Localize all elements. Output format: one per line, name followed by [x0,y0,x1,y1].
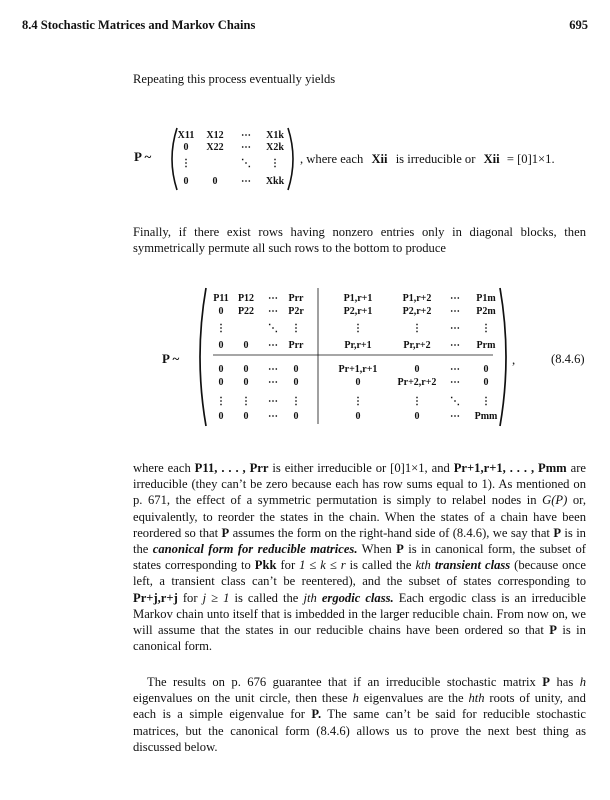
matrix2-bottom-right-cell: 0 [355,377,361,388]
matrix2-bottom-left-cell: ⋮ [291,396,301,407]
matrix2-bottom-left-cell: ⋮ [241,396,251,407]
matrix2-top-left-cell: P22 [237,306,255,317]
matrix2-label: P ~ [162,351,180,366]
matrix1-cell: 0 [183,142,189,153]
matrix2-bottom-left-cell: ⋯ [268,411,278,422]
matrix2-bottom-right-cell: ⋮ [412,396,422,407]
matrix2-top-right-cell: Pr,r+1 [344,340,372,351]
equation-number: (8.4.6) [551,352,585,366]
matrix2-top-right-cell: ⋯ [450,323,460,334]
matrix2-bottom-left-cell: ⋯ [268,377,278,388]
matrix1-cell: X22 [206,142,224,153]
matrix2-top-left-cell: Prr [288,340,304,351]
matrix2-bottom-left-cell: 0 [243,411,249,422]
matrix1-cell: ⋯ [241,142,251,153]
matrix1-label: P ~ [134,149,152,164]
matrix2-comma: , [512,352,516,367]
matrix2-top-left-cell: P12 [237,293,255,304]
matrix2-top-left-cell: ⋯ [268,340,278,351]
matrix2-bottom-right-cell: ⋯ [450,411,460,422]
matrix2-top-left-cell: Prr [288,293,304,304]
matrix2-bottom-right-cell: Pmm [474,411,498,422]
matrix2-top-right-cell: P2m [476,306,496,317]
matrix2-top-right-cell: ⋯ [450,293,460,304]
term-transient-class: transient class [434,558,511,573]
condition-var2: Xii [483,152,500,166]
matrix2-top-left-cell: ⋱ [268,323,278,334]
matrix2-top-right-cell: P2,r+1 [343,306,373,317]
matrix2-top-right-cell: ⋮ [481,323,491,334]
matrix2-bottom-left-cell: 0 [293,364,299,375]
matrix2-bottom-right-cell: 0 [414,364,420,375]
matrix2-top-right-cell: ⋮ [353,323,363,334]
matrix2-bottom-right-cell: ⋯ [450,377,460,388]
condition-var: Xii [371,152,388,166]
matrix2-top-left-cell: 0 [243,340,249,351]
matrix2-bottom-left-cell: 0 [243,377,249,388]
section-title: 8.4 Stochastic Matrices and Markov Chains [22,18,256,32]
matrix2-top-right-cell: P2,r+2 [402,306,432,317]
matrix2-top-right-cell: Prm [476,340,496,351]
paragraph-finally: Finally, if there exist rows having nonzero entries only in diagonal blocks, then symmetrically permute all such rows to the bottom to produce [133,225,586,256]
matrix1-cell: ⋮ [270,158,280,169]
matrix2-top-right-cell: ⋮ [412,323,422,334]
matrix2-top-left-cell: ⋮ [216,323,226,334]
matrix2-bottom-right-cell: 0 [483,377,489,388]
matrix1-cell: X11 [177,130,195,141]
matrix1-cell: ⋯ [241,176,251,187]
running-header [22,18,588,33]
matrix2-top-right-cell: P1m [476,293,496,304]
matrix1-cell: 0 [212,176,218,187]
term-ergodic-class: ergodic class. [321,590,394,605]
matrix1-cell: ⋮ [181,158,191,169]
matrix2-bottom-left-cell: ⋯ [268,396,278,407]
matrix2-bottom-right-cell: 0 [414,411,420,422]
matrix1-condition: , where each Xii is irreducible or Xii = [0]1×1. [300,152,555,166]
paragraph-results: The results on p. 676 guarantee that if an irreducible stochastic matrix P has h eigenvalues on the unit circle, then these h eigenvalues are the hth roots of unity, and each is a simple eigenvalue for P. The same can’t be said for reducible stochastic matrices, but the canonical form (8.4.6) allows us to prove the next best thing as discussed below. [133,675,587,754]
matrix2-bottom-right-cell: ⋱ [450,396,460,407]
matrix2-bottom-right-cell: ⋮ [353,396,363,407]
matrix2-bottom-right-cell: ⋯ [450,364,460,375]
matrix2-bottom-right-cell: 0 [355,411,361,422]
matrix2-bottom-left-cell: ⋯ [268,364,278,375]
matrix2-bottom-right-cell: Pr+1,r+1 [338,364,378,375]
matrix1-cell: X12 [206,130,224,141]
term-canonical-form: canonical form for reducible matrices. [152,542,358,557]
matrix2-top-left-cell: 0 [218,306,224,317]
matrix2-top-right-cell: ⋯ [450,340,460,351]
matrix1-cell: Xkk [265,176,285,187]
matrix1-cell: ⋯ [241,130,251,141]
matrix2-bottom-left-cell: 0 [243,364,249,375]
matrix1-cell: ⋱ [241,158,251,169]
matrix2-bottom-right-cell: ⋮ [481,396,491,407]
matrix2-bottom-right-cell: Pr+2,r+2 [397,377,437,388]
matrix1-cell: X1k [266,130,284,141]
matrix2-top-left-cell: 0 [218,340,224,351]
matrix1-cell: 0 [183,176,189,187]
matrix2-bottom-left-cell: 0 [218,411,224,422]
matrix2-bottom-left-cell: 0 [293,411,299,422]
matrix2-top-right-cell: Pr,r+2 [403,340,431,351]
matrix1-cell: X2k [266,142,284,153]
matrix2-top-right-cell: P1,r+2 [402,293,432,304]
matrix2-bottom-left-cell: 0 [218,364,224,375]
paragraph-where-each: where each P11, . . . , Prr is either irreducible or [0]1×1, and Pr+1,r+1, . . . , Pmm are irreducible (they can’t be zero because each has row sums equal to 1). As mentioned on p. 671, the effect of a symmetric permutation is simply to relabel nodes in G(P) or, equivalently, to reorder the states in the chain. When the states of a chain have been reordered so that P assumes the form on the right-hand side of (8.4.6), we say that P is in the canonical form for reducible matrices. When P is in canonical form, the subset of states corresponding to Pkk for 1 ≤ k ≤ r is called the kth transient class (because once left, a transient class can’t be reentered), and the subset of states corresponding to Pr+j,r+j for j ≥ 1 is called the jth ergodic class. Each ergodic class is an irreducible Markov chain unto itself that is imbedded in the larger reducible chain. From now on, we will assume that the states in our reducible chains have been ordered so that P is in canonical form. [133,461,587,654]
matrix2-top-right-cell: P1,r+1 [343,293,373,304]
matrix2-top-left-cell: ⋮ [291,323,301,334]
matrix2-bottom-left-cell: 0 [293,377,299,388]
matrix2-bottom-left-cell: 0 [218,377,224,388]
matrix2-top-right-cell: ⋯ [450,306,460,317]
matrix2-bottom-right-cell: 0 [483,364,489,375]
matrix2-top-left-cell: P11 [213,293,229,304]
paragraph-repeating: Repeating this process eventually yields [133,72,336,86]
matrix2-top-left-cell: ⋯ [268,306,278,317]
matrix2-bottom-left-cell: ⋮ [216,396,226,407]
page-number: 695 [569,18,588,32]
matrix2-top-left-cell: ⋯ [268,293,278,304]
matrix2-top-left-cell: P2r [288,306,304,317]
